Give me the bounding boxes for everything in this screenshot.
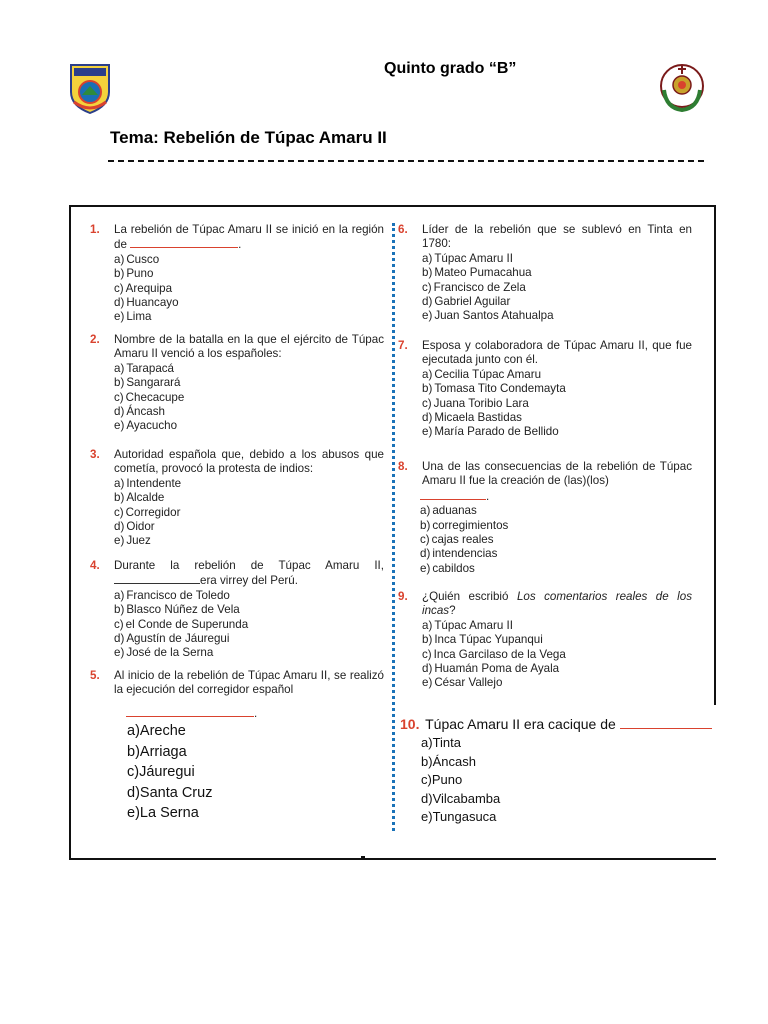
question-text: Líder de la rebelión que se sublevó en Tinta en 1780: — [422, 223, 692, 251]
options-list — [421, 734, 500, 827]
option: d) Áncash — [114, 405, 165, 419]
frame-right-border — [714, 205, 716, 705]
question-number: 4. — [90, 559, 100, 572]
option: a) Cecilia Túpac Amaru — [422, 367, 542, 381]
answer-blank[interactable] — [114, 573, 200, 584]
option: b) Inca Túpac Yupanqui — [422, 633, 543, 647]
question-text: Túpac Amaru II era cacique de — [425, 716, 616, 732]
answer-blank[interactable] — [126, 706, 254, 717]
option: d) Huancayo — [114, 296, 179, 310]
option: b)Arriaga — [127, 743, 187, 760]
options-list — [90, 477, 384, 549]
option: d) Oidor — [114, 520, 155, 534]
option: a) Túpac Amaru II — [422, 618, 513, 632]
option: c) Francisco de Zela — [422, 280, 526, 294]
question-number: 6. — [398, 223, 408, 236]
option: c) el Conde de Superunda — [114, 617, 249, 631]
option: b)Áncash — [421, 753, 476, 769]
option: c) cajas reales — [420, 533, 494, 547]
question-number: 7. — [398, 339, 408, 352]
option: e) Ayacucho — [114, 419, 178, 433]
frame-left-border — [69, 205, 71, 860]
option: b) Tomasa Tito Condemayta — [422, 382, 566, 396]
option: b) corregimientos — [420, 518, 509, 532]
option: e) cabildos — [420, 561, 475, 575]
question-number: 1. — [90, 223, 100, 236]
answer-blank[interactable] — [130, 237, 238, 248]
option: a) Intendente — [114, 476, 182, 490]
answer-line: . — [398, 489, 692, 504]
question-number: 3. — [90, 448, 100, 461]
frame-bottom-border — [365, 858, 716, 860]
option: d) intendencias — [420, 547, 498, 561]
question-number: 10. — [400, 716, 420, 732]
options-list — [398, 504, 692, 576]
school-crest-icon — [68, 62, 112, 114]
worksheet-frame — [69, 205, 716, 860]
answer-blank[interactable] — [420, 489, 486, 500]
option: e)La Serna — [127, 805, 199, 821]
option: b) Alcalde — [114, 491, 165, 505]
option: d) Micaela Bastidas — [422, 411, 522, 425]
question-text: Durante la rebelión de Túpac Amaru II, era virrey del Perú. — [114, 559, 384, 588]
option: e)Tungasuca — [421, 809, 497, 825]
question-10 — [400, 716, 712, 732]
question-number: 8. — [398, 460, 408, 473]
question-text: Esposa y colaboradora de Túpac Amaru II, que fue ejecutada junto con él. — [422, 339, 692, 367]
option: a)Tinta — [421, 735, 461, 750]
option: e) José de la Serna — [114, 646, 214, 660]
option: a) aduanas — [420, 504, 477, 518]
options-list — [90, 362, 384, 434]
question-2 — [90, 333, 384, 434]
frame-top-border — [69, 205, 716, 207]
answer-line: . — [90, 706, 384, 721]
question-4 — [90, 559, 384, 661]
option: c) Inca Garcilaso de la Vega — [422, 647, 566, 661]
question-number: 5. — [90, 669, 100, 682]
option: d) Gabriel Aguilar — [422, 295, 511, 309]
question-5 — [90, 669, 384, 721]
option: e) Juez — [114, 534, 151, 548]
options-list — [398, 368, 692, 440]
option: c) Arequipa — [114, 281, 173, 295]
question-number: 2. — [90, 333, 100, 346]
option: e) Lima — [114, 310, 152, 324]
options-list — [398, 619, 692, 691]
question-number: 9. — [398, 590, 408, 603]
option: a) Túpac Amaru II — [422, 251, 513, 265]
option: d) Huamán Poma de Ayala — [422, 662, 560, 676]
option: b) Blasco Núñez de Vela — [114, 603, 240, 617]
question-text: La rebelión de Túpac Amaru II se inició en la región de . — [114, 223, 384, 252]
question-6 — [398, 223, 692, 324]
option: c)Puno — [421, 772, 463, 788]
option: c) Checacupe — [114, 390, 185, 404]
option: c) Juana Toribio Lara — [422, 396, 529, 410]
option: d)Santa Cruz — [127, 784, 213, 801]
question-text: Autoridad española que, debido a los abusos que cometía, provocó la protesta de indios: — [114, 448, 384, 476]
options-list — [127, 721, 212, 824]
option: d) Agustín de Jáuregui — [114, 632, 230, 646]
option: b) Mateo Pumacahua — [422, 266, 532, 280]
option: a) Cusco — [114, 252, 160, 266]
question-text: Una de las consecuencias de la rebelión de Túpac Amaru II fue la creación de (las)(los) — [422, 460, 692, 488]
option: a) Francisco de Toledo — [114, 588, 230, 602]
army-seal-icon — [658, 60, 706, 114]
options-list — [398, 252, 692, 324]
question-text: ¿Quién escribió Los comentarios reales de los incas? — [422, 590, 692, 618]
option: c)Jáuregui — [127, 764, 195, 780]
question-text: Nombre de la batalla en la que el ejército de Túpac Amaru II venció a los españoles: — [114, 333, 384, 361]
option: e) Juan Santos Atahualpa — [422, 309, 554, 323]
option: d)Vilcabamba — [421, 790, 501, 806]
question-8 — [398, 460, 692, 576]
option: b) Puno — [114, 267, 154, 281]
option: e) María Parado de Bellido — [422, 425, 559, 439]
dashed-divider — [108, 160, 704, 162]
question-1 — [90, 223, 384, 325]
options-list — [90, 589, 384, 661]
bottom-mark — [361, 856, 365, 860]
option: c) Corregidor — [114, 505, 181, 519]
grade-heading: Quinto grado “B” — [384, 60, 517, 77]
question-7 — [398, 339, 692, 440]
answer-blank[interactable] — [620, 717, 712, 729]
question-text: Al inicio de la rebelión de Túpac Amaru II, se realizó la ejecución del corregidor español — [114, 669, 384, 697]
option: e) César Vallejo — [422, 676, 503, 690]
frame-bottom-border — [69, 858, 361, 860]
question-9 — [398, 590, 692, 691]
question-3 — [90, 448, 384, 549]
option: a)Areche — [127, 723, 186, 739]
column-divider — [392, 223, 395, 831]
option: a) Tarapacá — [114, 361, 175, 375]
options-list — [90, 253, 384, 325]
option: b) Sangarará — [114, 376, 181, 390]
topic-title: Tema: Rebelión de Túpac Amaru II — [110, 128, 387, 147]
